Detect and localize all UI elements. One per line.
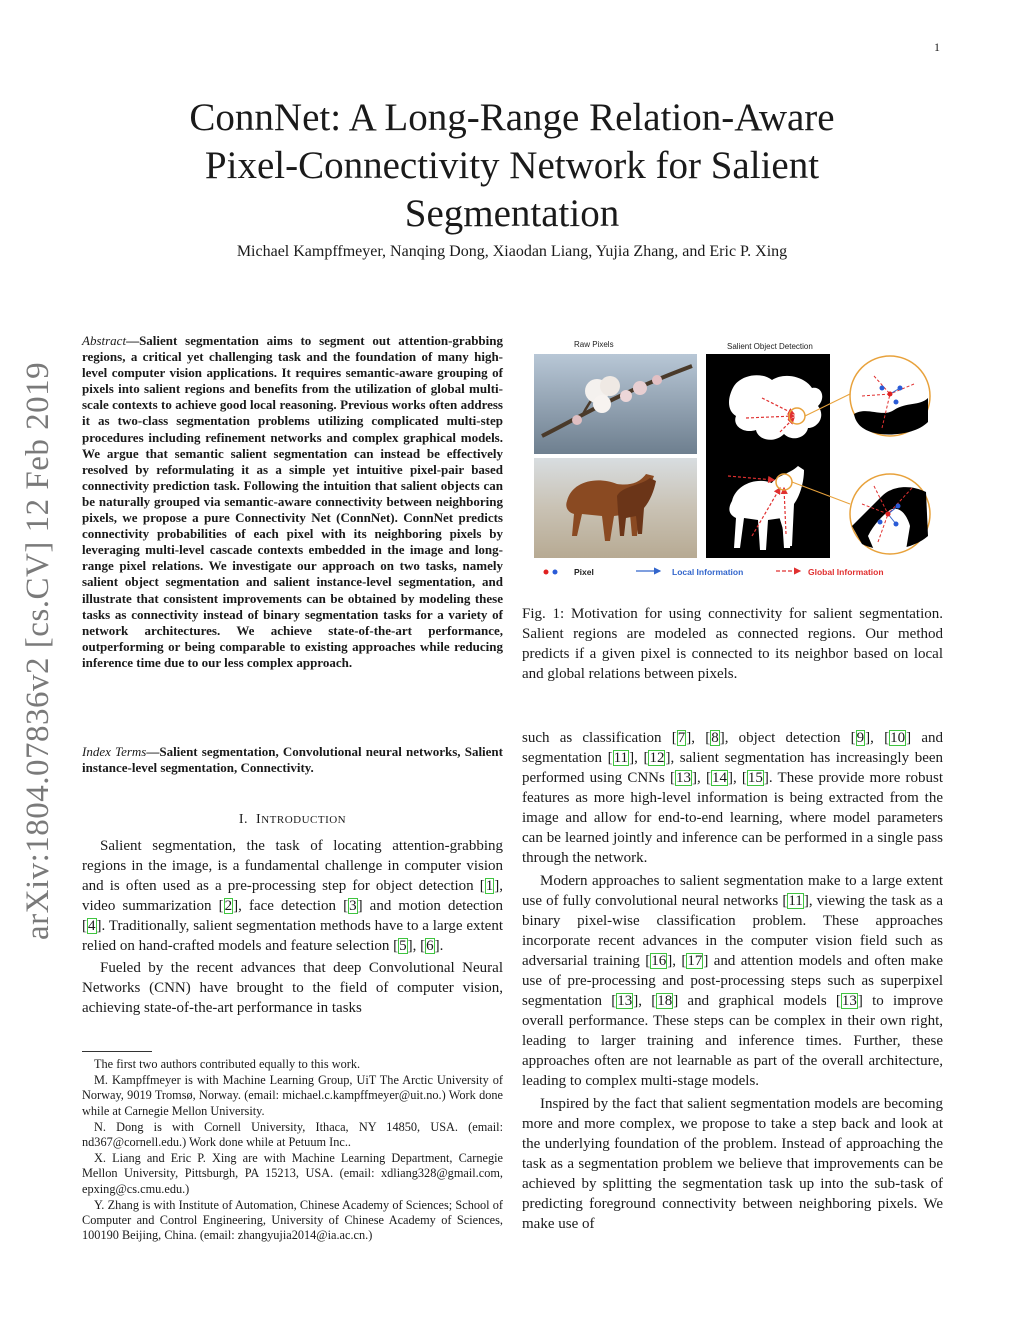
- footnote-divider: [82, 1051, 152, 1052]
- footnote: M. Kampffmeyer is with Machine Learning Group, UiT The Arctic University of Norway, 9019 Tromsø, Norway. (email: michael.c.kampffmeyer@uit.no.) Work done while at Carnegie Mellon University.: [82, 1073, 503, 1118]
- intro-paragraph-2: Fueled by the recent advances that deep Convolutional Neural Networks (CNN) have brought to the field of computer vision, achieving state-of-the-art performance in tasks: [82, 960, 503, 1016]
- abstract-label: Abstract: [82, 333, 127, 348]
- citation-link[interactable]: 18: [657, 993, 673, 1009]
- citation-link[interactable]: 12: [649, 750, 665, 766]
- citation-link[interactable]: 8: [711, 730, 719, 746]
- citation-link[interactable]: 7: [677, 730, 686, 746]
- horse-photo: [534, 458, 697, 558]
- index-terms-text: —Salient segmentation, Convolutional neural networks, Salient instance-level segmentation, Connectivity.: [82, 744, 503, 776]
- legend-local-label: Local Information: [672, 567, 744, 577]
- citation-link[interactable]: 4: [88, 918, 96, 934]
- legend-pixel-label: Pixel: [574, 567, 594, 577]
- flower-photo: [534, 354, 697, 454]
- footnote: Y. Zhang is with Institute of Automation, Chinese Academy of Sciences; School of Computer and Control Engineering, University of Chinese Academy of Sciences, 100190 Beijing, China. (email: zhangyujia2014@ia.ac.cn.): [82, 1197, 503, 1243]
- section-title-initial: I: [256, 812, 262, 827]
- abstract: [82, 333, 503, 671]
- introduction-body: [82, 836, 503, 1018]
- figure-1-caption: Fig. 1: Motivation for using connectivity for salient segmentation. Salient regions are modeled as connected regions. Our method predicts if a given pixel is connected to its neighbor based on local and global relations between pixels.: [522, 606, 943, 682]
- citation-link[interactable]: 6: [426, 938, 434, 954]
- segmentation-mask: [706, 354, 830, 558]
- legend-global-label: Global Information: [808, 567, 884, 577]
- citation-link[interactable]: 9: [856, 730, 865, 746]
- citation-link[interactable]: 5: [399, 938, 407, 954]
- right-paragraph-3: Inspired by the fact that salient segmentation models are becoming more and more complex, we propose to take a step back and look at the underlying foundation of the problem. Instead of approaching the task as a segmentation problem we believe that improvements can be achieved by splitting the segmentation task up into the sub-task of predicting foreground connectivity between neighboring pixels. We make use of: [522, 1096, 943, 1232]
- right-paragraph-2: Modern approaches to salient segmentation make to a large extent use of fully convolutional neural networks [11], viewing the task as a binary pixel-wise classification problem. These approaches incorporate recent advances in the computer vision field such as adversarial training [16], [17] and attention models and often make use of pre-processing and post-processing steps such as superpixel segmentation [13], [18] and graphical models [13] to improve overall performance. These steps can be complex in their own right, leading to larger training and inference times. Further, these approaches often are not learnable as part of the overall architecture, leading to complex multi-stage models.: [522, 873, 944, 1089]
- citation-link[interactable]: 14: [711, 770, 727, 786]
- citation-link[interactable]: 2: [224, 898, 233, 914]
- footnotes: [82, 1057, 503, 1243]
- citation-link[interactable]: 11: [788, 893, 803, 909]
- citation-link[interactable]: 13: [617, 993, 633, 1009]
- figure-legend: [544, 567, 884, 577]
- figure-1: [522, 336, 942, 586]
- footnote: N. Dong is with Cornell University, Ithaca, NY 14850, USA. (email: nd367@cornell.edu.) Work done while at Petuum Inc..: [82, 1119, 503, 1150]
- abstract-text: —Salient segmentation aims to segment out attention-grabbing regions, a critical yet challenging task and the foundation of many high-level computer vision applications. It requires semantic-aware grouping of pixels into salient regions and benefits from the utilization of global multi-scale contexts to achieve good local reasoning. Previous works often address it as two-class segmentation problems utilizing complicated multi-step procedures including refinement networks and complex graphical models. We argue that semantic salient segmentation can instead be effectively resolved by reformulating it as a simple yet intuitive pixel-pair based connectivity prediction task. Following the intuition that salient objects can be naturally grouped via semantic-aware connectivity between neighboring pixels, we propose a pure Connectivity Net (ConnNet). ConnNet predicts connectivity probabilities of each pixel with its neighboring pixels by leveraging multi-level cascade contexts embedded in the image and long-range pixel relations. We investigate our approach on two tasks, namely salient object segmentation and salient instance-level segmentation, and illustrate that consistent improvements can be obtained by modeling these tasks as connectivity instead of binary segmentation tasks for a variety of network architectures. We achieve state-of-the-art performance, outperforming or being comparable to existing approaches while reducing inference time due to our less complex approach.: [82, 333, 503, 670]
- legend-pixel-blue-dot: [553, 570, 558, 575]
- paper-title: ConnNet: A Long-Range Relation-Aware Pixel-Connectivity Network for Salient Segmentation: [189, 96, 835, 235]
- citation-link[interactable]: 10: [890, 730, 906, 746]
- citation-link[interactable]: 17: [687, 953, 703, 969]
- salient-detection-label: Salient Object Detection: [727, 342, 813, 351]
- citation-link[interactable]: 16: [651, 953, 667, 969]
- citation-link[interactable]: 13: [676, 770, 692, 786]
- author-list: Michael Kampffmeyer, Nanqing Dong, Xiaodan Liang, Yujia Zhang, and Eric P. Xing: [236, 243, 788, 260]
- legend-pixel-red-dot: [544, 570, 549, 575]
- index-terms-label: Index Terms: [82, 744, 147, 759]
- page-number: 1: [934, 40, 940, 54]
- arxiv-identifier-stamp[interactable]: arXiv:1804.07836v2 [cs.CV] 12 Feb 2019: [20, 361, 56, 940]
- citation-link[interactable]: 13: [841, 993, 857, 1009]
- raw-pixels-label: Raw Pixels: [574, 340, 614, 349]
- section-heading-introduction: [82, 812, 503, 828]
- index-terms: [82, 744, 503, 776]
- citation-link[interactable]: 11: [613, 750, 629, 766]
- footnote: The first two authors contributed equally to this work.: [94, 1057, 361, 1071]
- citation-link[interactable]: 1: [485, 878, 494, 894]
- section-number: I.: [238, 812, 249, 827]
- footnote: X. Liang and Eric P. Xing are with Machine Learning Department, Carnegie Mellon University, Pittsburgh, PA 15213, USA. (email: xdliang328@gmail.com, epxing@cs.cmu.edu.): [82, 1151, 503, 1196]
- right-paragraph-1: such as classification [7], [8], object detection [9], [10] and segmentation [11], [12], salient segmentation has increasingly been performed using CNNs [13], [14], [15]. These provide more robust features as more high-level information is being extracted from the image and allow for end-to-end learning, where model parameters can be learned jointly and inference can be performed in a single pass through the network.: [522, 730, 944, 866]
- citation-link[interactable]: 15: [747, 770, 763, 786]
- intro-paragraph-1: Salient segmentation, the task of locating attention-grabbing regions in the image, is a fundamental challenge in computer vision and is often used as a pre-processing step for object detection [1], video summarization [2], face detection [3] and motion detection [4]. Traditionally, salient segmentation methods have to a large extent relied on hand-crafted models and feature selection [5], [6].: [82, 838, 503, 954]
- section-title-rest: NTRODUCTION: [261, 814, 347, 826]
- citation-link[interactable]: 3: [349, 898, 357, 914]
- introduction-body-continued: [522, 728, 943, 1234]
